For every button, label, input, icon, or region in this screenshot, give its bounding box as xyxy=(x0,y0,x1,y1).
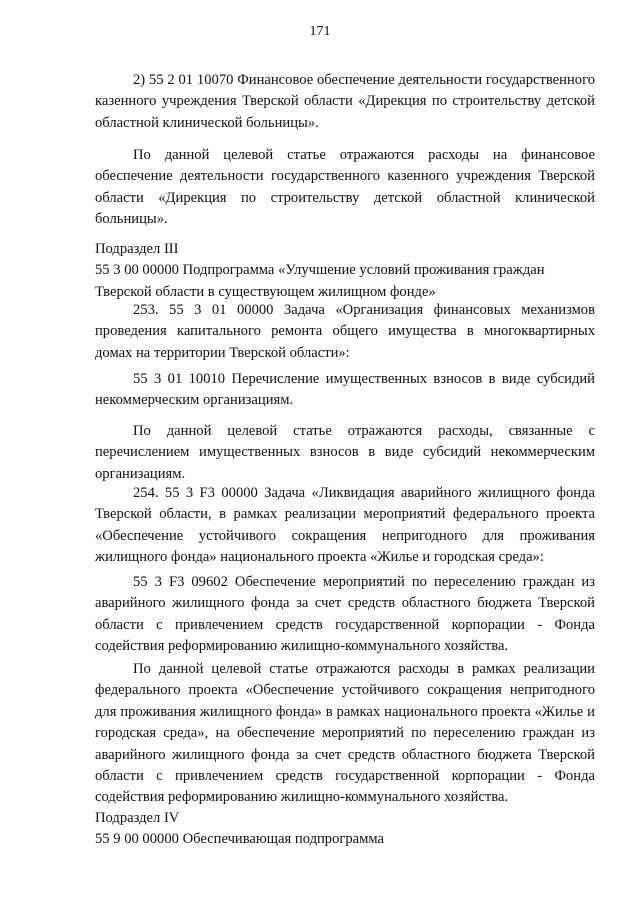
paragraph-4 xyxy=(95,369,595,412)
paragraph-1 xyxy=(95,70,595,134)
paragraph-text: 55 3 F3 09602 Обеспечение мероприятий по переселению граждан из аварийного жилищного фонда за счет средств областного бюджета Тверской области с привлечением средств государственной корпорации - Фонда содействия реформированию жилищно-коммунального хозяйства. xyxy=(95,574,595,655)
paragraph-6 xyxy=(95,483,595,569)
subsection-line: Тверской области в существующем жилищном фонде» xyxy=(95,283,436,300)
subsection-title: Подраздел IV xyxy=(95,810,180,826)
paragraph-7 xyxy=(95,572,595,658)
paragraph-2 xyxy=(95,145,595,231)
subsection-3-heading xyxy=(95,239,595,303)
paragraph-text: По данной целевой статье отражаются расходы, связанные с перечислением имущественных взносов в виде субсидий некоммерческим организациям. xyxy=(95,423,595,482)
paragraph-text: По данной целевой статье отражаются расходы на финансовое обеспечение деятельности государственного казенного учреждения Тверской области «Дирекция по строительству детской областной клинической больницы». xyxy=(95,147,595,228)
subsection-line: 55 3 00 00000 Подпрограмма «Улучшение условий проживания граждан xyxy=(95,262,545,279)
paragraph-text: 2) 55 2 01 10070 Финансовое обеспечение деятельности государственного казенного учреждения Тверской области «Дирекция по строительству детской областной клинической больницы». xyxy=(95,72,595,131)
paragraph-5 xyxy=(95,421,595,485)
subsection-line: 55 9 00 00000 Обеспечивающая подпрограмма xyxy=(95,831,385,848)
paragraph-text: По данной целевой статье отражаются расходы в рамках реализации федерального проекта «Обеспечение устойчивого сокращения непригодного для проживания жилищного фонда» в рамках национального проекта «Жилье и городская среда», на обеспечение мероприятий по переселению граждан из аварийного жилищного фонда за счет средств областного бюджета Тверской области с привлечением средств государственной корпорации - Фонда содействия реформированию жилищно-коммунального хозяйства. xyxy=(95,661,595,806)
subsection-4-heading xyxy=(95,808,595,851)
paragraph-text: 55 3 01 10010 Перечисление имущественных взносов в виде субсидий некоммерческим организациям. xyxy=(95,371,595,409)
paragraph-3 xyxy=(95,300,595,364)
subsection-title: Подраздел III xyxy=(95,241,179,257)
paragraph-text: 254. 55 3 F3 00000 Задача «Ликвидация аварийного жилищного фонда Тверской области, в рамках реализации мероприятий федерального проекта «Обеспечение устойчивого сокращения непригодного для проживания жилищного фонда» национального проекта «Жилье и городская среда»: xyxy=(95,485,595,566)
paragraph-8 xyxy=(95,659,595,809)
page-number: 171 xyxy=(309,24,331,39)
paragraph-text: 253. 55 3 01 00000 Задача «Организация финансовых механизмов проведения капитального ремонта общего имущества в многоквартирных домах на территории Тверской области»: xyxy=(95,302,595,361)
